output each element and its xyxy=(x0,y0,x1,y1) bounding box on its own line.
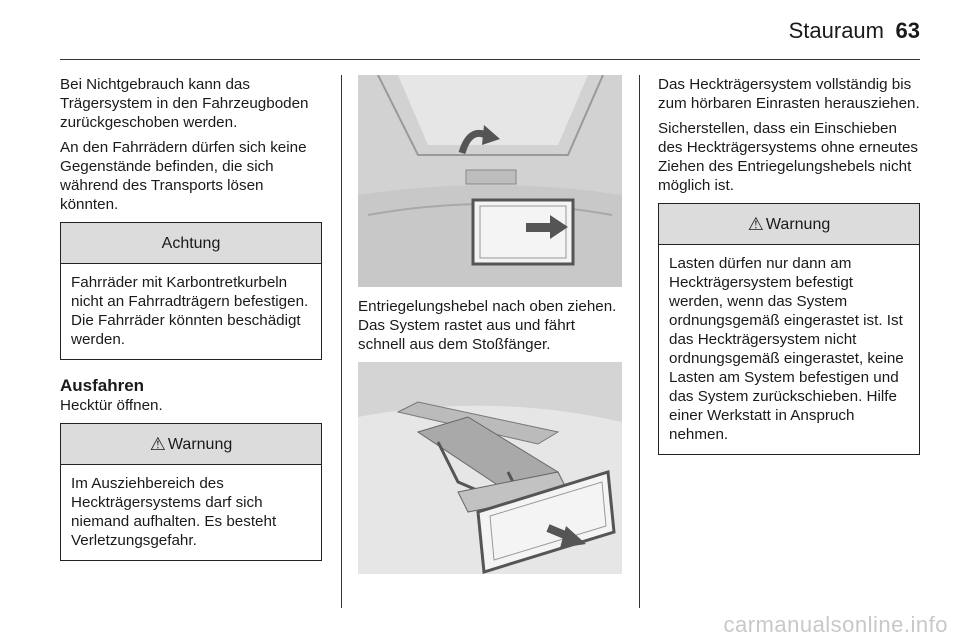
watermark: carmanualsonline.info xyxy=(723,612,948,637)
paragraph: Hecktür öffnen. xyxy=(60,397,163,414)
chapter-title: Stauraum xyxy=(788,18,884,43)
illustration-carrier-extended xyxy=(358,362,622,574)
warning-header xyxy=(659,204,919,245)
warning-icon: ⚠ xyxy=(747,213,764,234)
column-divider xyxy=(639,75,640,608)
warning-box xyxy=(60,423,322,561)
column-divider xyxy=(341,75,342,608)
page-header xyxy=(0,0,960,62)
illustration-release-lever xyxy=(358,75,622,287)
paragraph: Bei Nichtgebrauch kann das Trägersystem in den Fahrzeugboden zurückgeschoben werden. xyxy=(60,76,309,131)
header-rule xyxy=(60,59,920,60)
warning-text: Im Ausziehbereich des Heckträgersystems darf sich niemand aufhalten. Es besteht Verletzungsgefahr. xyxy=(71,475,277,549)
column-left xyxy=(60,75,322,577)
caution-box xyxy=(60,222,322,360)
column-right xyxy=(658,75,920,471)
warning-title: Warnung xyxy=(167,435,233,453)
warning-header xyxy=(61,424,321,465)
section-title: Ausfahren xyxy=(60,376,145,395)
paragraph: Das Heckträgersystem vollständig bis zum hörbaren Einrasten herausziehen. xyxy=(658,76,920,112)
paragraph: An den Fahrrädern dürfen sich keine Gegenstände befinden, die sich während des Transports lösen könnten. xyxy=(60,139,307,213)
caution-title: Achtung xyxy=(61,223,321,264)
figure-caption: Entriegelungshebel nach oben ziehen. Das System rastet aus und fährt schnell aus dem Stoßfänger. xyxy=(358,298,617,353)
warning-text: Lasten dürfen nur dann am Heckträgersystem befestigt werden, wenn das System ordnungsgemäß eingerastet ist. Ist das Heckträgersystem nicht ordnungsgemäß eingerastet, keine Lasten am System befestigen und das System zurückschieben. Hilfe einer Werkstatt in Anspruch nehmen. xyxy=(669,255,904,443)
caution-text: Fahrräder mit Karbontretkurbeln nicht an Fahrradträgern befestigen. Die Fahrräder könnten beschädigt werden. xyxy=(71,274,309,348)
paragraph: Sicherstellen, dass ein Einschieben des Heckträgersystems ohne erneutes Ziehen des Entriegelungshebels nicht möglich ist. xyxy=(658,120,919,194)
warning-icon: ⚠ xyxy=(149,433,166,454)
warning-title: Warnung xyxy=(765,215,831,233)
column-middle xyxy=(358,75,622,574)
warning-box xyxy=(658,203,920,455)
page-number: 63 xyxy=(895,18,920,43)
